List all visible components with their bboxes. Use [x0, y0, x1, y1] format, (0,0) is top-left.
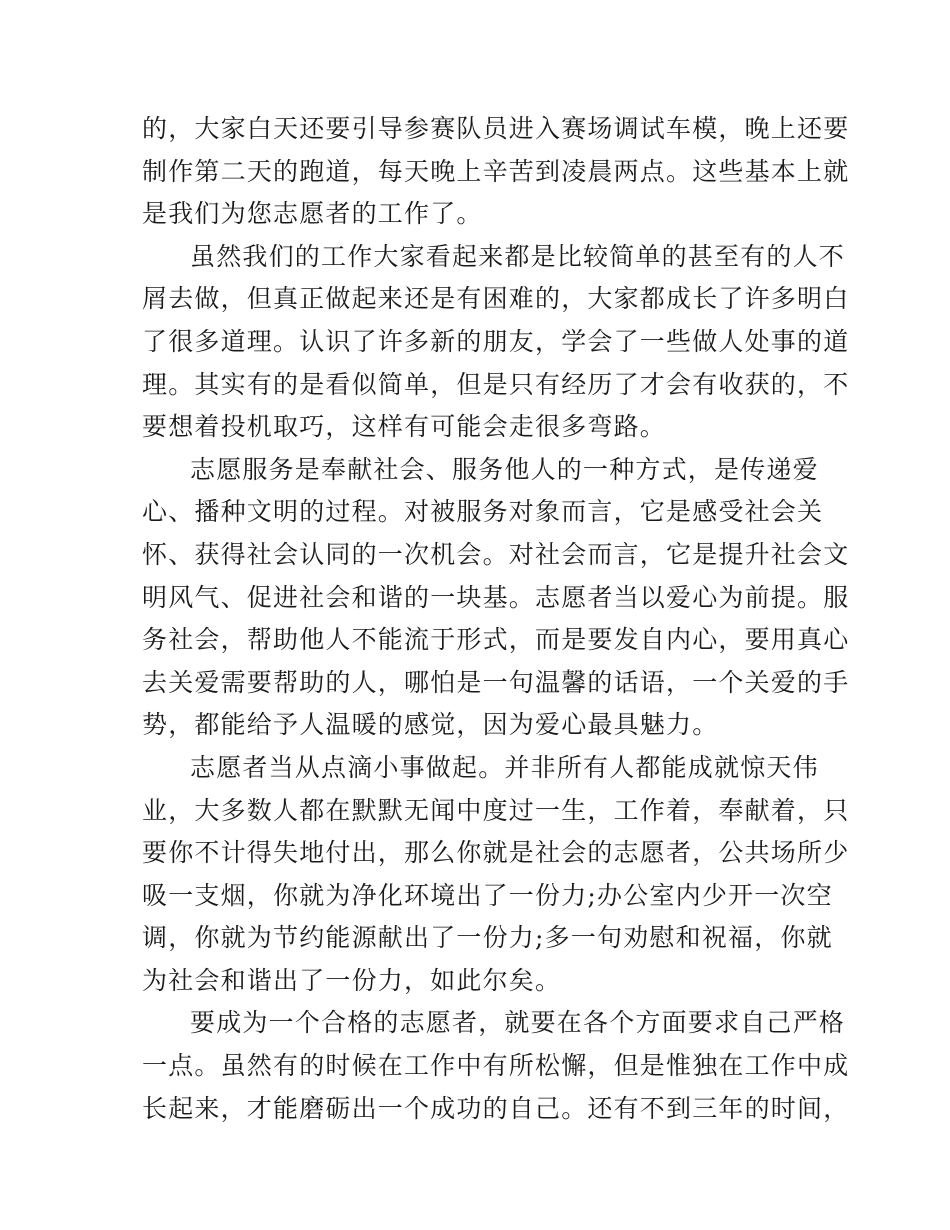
text-line: 心、播种文明的过程。对被服务对象而言，它是感受社会关 [142, 497, 824, 527]
text-line: 务社会，帮助他人不能流于形式，而是要发自内心，要用真心 [142, 625, 850, 655]
text-line: 志愿者当从点滴小事做起。并非所有人都能成就惊天伟 [190, 752, 819, 782]
paragraph-work-reflection [142, 236, 850, 449]
text-line: 调，你就为节约能源献出了一份力;多一句劝慰和祝福，你就 [142, 923, 833, 953]
paragraph-qualified-volunteer [142, 1002, 850, 1130]
text-line: 业，大多数人都在默默无闻中度过一生，工作着，奉献着，只 [142, 795, 850, 825]
paragraph-small-deeds [142, 747, 850, 1003]
text-line: 长起来，才能磨砺出一个成功的自己。还有不到三年的时间， [142, 1093, 850, 1123]
text-line: 势，都能给予人温暖的感觉，因为爱心最具魅力。 [142, 710, 719, 740]
text-line: 的，大家白天还要引导参赛队员进入赛场调试车模，晚上还要 [142, 114, 850, 143]
text-line: 要成为一个合格的志愿者，就要在各个方面要求自己严格 [190, 1008, 846, 1038]
document-body [142, 108, 850, 1130]
text-line: 明风气、促进社会和谐的一块基。志愿者当以爱心为前提。服 [142, 582, 850, 612]
paragraph-continuation [142, 108, 850, 236]
text-line: 理。其实有的是看似简单，但是只有经历了才会有收获的，不 [142, 369, 850, 399]
text-line: 吸一支烟，你就为净化环境出了一份力;办公室内少开一次空 [142, 880, 833, 910]
paragraph-volunteer-service [142, 449, 850, 747]
text-line: 屑去做，但真正做起来还是有困难的，大家都成长了许多明白 [142, 284, 850, 314]
text-line: 是我们为您志愿者的工作了。 [142, 199, 483, 229]
text-line: 为社会和谐出了一份力，如此尔矣。 [142, 965, 562, 995]
text-line: 去关爱需要帮助的人，哪怕是一句温馨的话语，一个关爱的手 [142, 667, 850, 697]
text-line: 虽然我们的工作大家看起来都是比较简单的甚至有的人不 [190, 241, 846, 271]
text-line: 了很多道理。认识了许多新的朋友，学会了一些做人处事的道 [142, 326, 850, 356]
text-line: 一点。虽然有的时候在工作中有所松懈，但是惟独在工作中成 [142, 1051, 850, 1081]
text-line: 制作第二天的跑道，每天晚上辛苦到凌晨两点。这些基本上就 [142, 156, 850, 186]
text-line: 要想着投机取巧，这样有可能会走很多弯路。 [142, 412, 667, 442]
text-line: 怀、获得社会认同的一次机会。对社会而言，它是提升社会文 [142, 539, 850, 569]
text-line: 要你不计得失地付出，那么你就是社会的志愿者，公共场所少 [142, 838, 850, 868]
text-line: 志愿服务是奉献社会、服务他人的一种方式，是传递爱 [190, 454, 819, 484]
